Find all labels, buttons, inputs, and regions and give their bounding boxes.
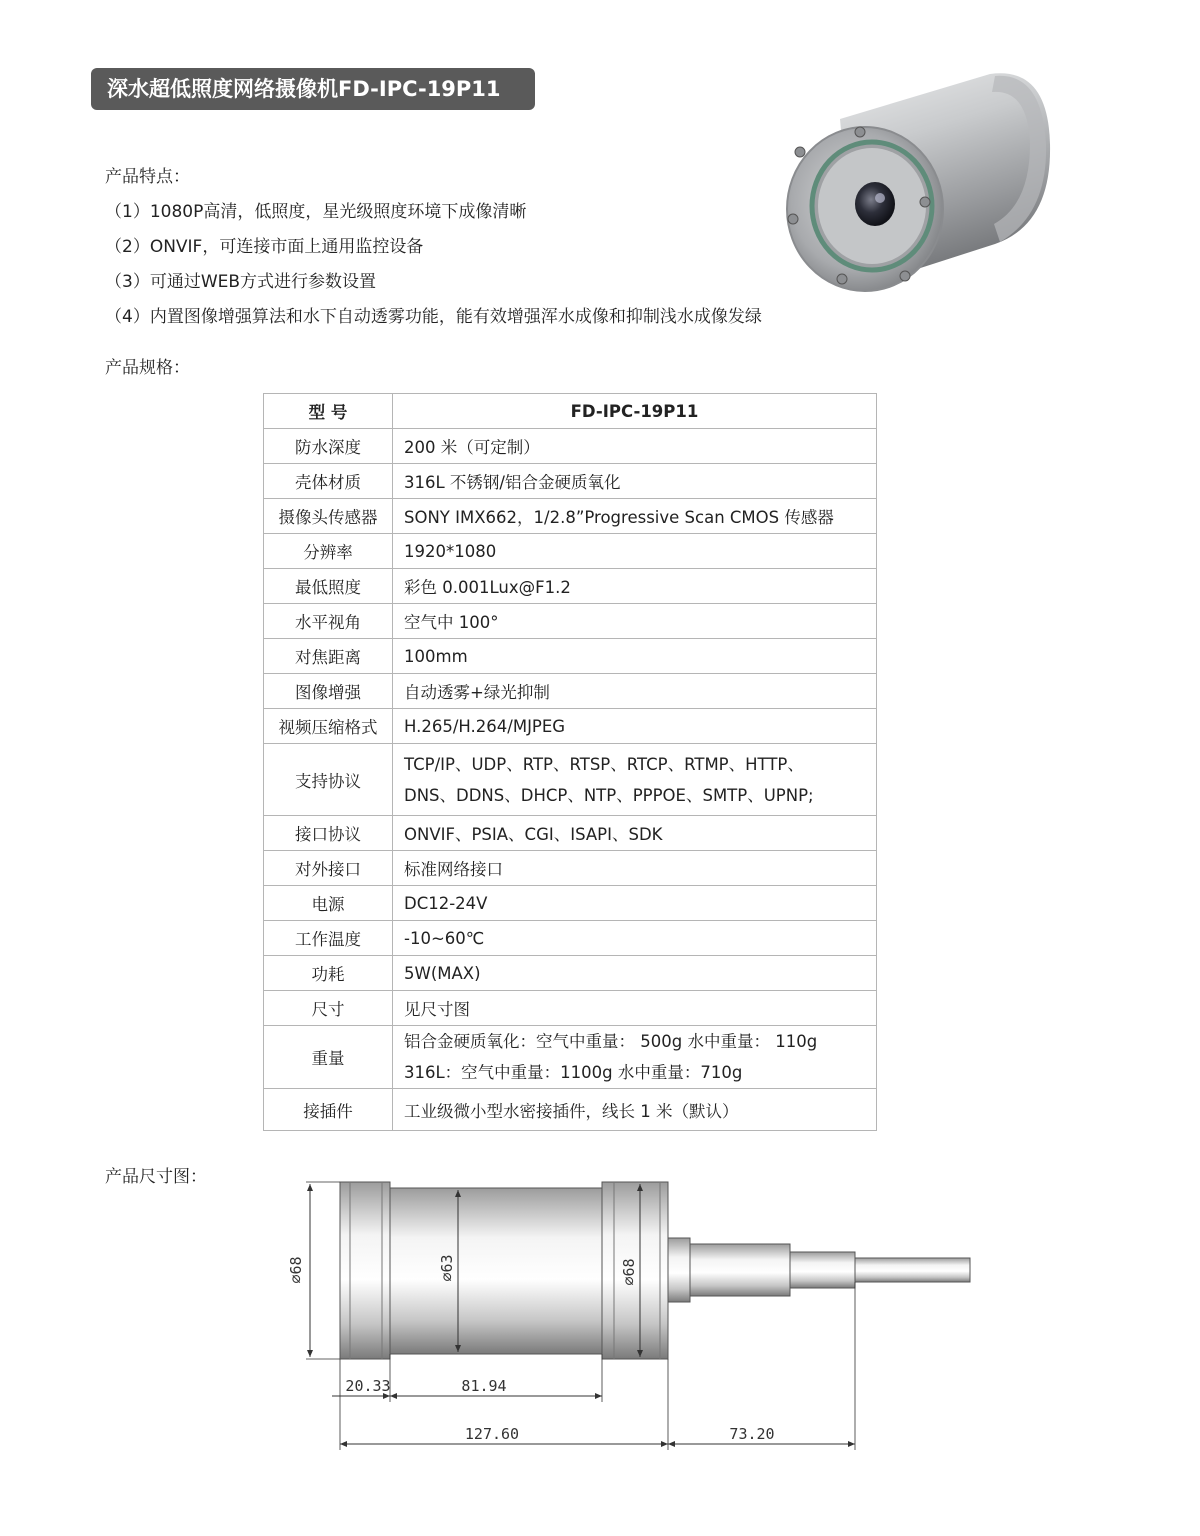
- table-row: [264, 744, 877, 816]
- spec-value: 标准网络接口: [393, 851, 877, 886]
- feature-item: （2）ONVIF，可连接市面上通用监控设备: [105, 237, 424, 257]
- features-heading: 产品特点：: [105, 167, 190, 187]
- table-row: [264, 604, 877, 639]
- connector-hex: [668, 1238, 690, 1302]
- spec-key: 图像增强: [264, 674, 393, 709]
- spec-key: 工作温度: [264, 921, 393, 956]
- spec-key: 壳体材质: [264, 464, 393, 499]
- spec-key: 接插件: [264, 1089, 393, 1131]
- spec-key: 水平视角: [264, 604, 393, 639]
- table-row: [264, 956, 877, 991]
- spec-table: [263, 393, 877, 1131]
- camera-product-photo: [780, 64, 1055, 302]
- table-row: [264, 499, 877, 534]
- table-row: [264, 534, 877, 569]
- spec-value: FD-IPC-19P11: [393, 394, 877, 429]
- body-length-label: 81.94: [461, 1377, 507, 1395]
- table-row: [264, 1089, 877, 1131]
- spec-key: 最低照度: [264, 569, 393, 604]
- table-row: [264, 569, 877, 604]
- spec-value: DC12-24V: [393, 886, 877, 921]
- feature-item: （1）1080P高清，低照度，星光级照度环境下成像清晰: [105, 202, 527, 222]
- table-row: [264, 1026, 877, 1089]
- spec-value: 工业级微小型水密接插件，线长 1 米（默认）: [393, 1089, 877, 1131]
- spec-value: 200 米（可定制）: [393, 429, 877, 464]
- spec-key: 摄像头传感器: [264, 499, 393, 534]
- spec-key: 重量: [264, 1026, 393, 1089]
- spec-value: SONY IMX662，1/2.8”Progressive Scan CMOS 传感器: [393, 499, 877, 534]
- spec-key: 接口协议: [264, 816, 393, 851]
- table-row: [264, 921, 877, 956]
- spec-key: 型 号: [264, 394, 393, 429]
- spec-value: -10~60℃: [393, 921, 877, 956]
- feature-item: （3）可通过WEB方式进行参数设置: [105, 272, 377, 292]
- spec-value: ONVIF、PSIA、CGI、ISAPI、SDK: [393, 816, 877, 851]
- cable-length-label: 73.20: [729, 1425, 775, 1443]
- spec-value: 316L 不锈钢/铝合金硬质氧化: [393, 464, 877, 499]
- cable: [855, 1258, 970, 1282]
- connector-sleeve: [690, 1244, 790, 1296]
- spec-key: 支持协议: [264, 744, 393, 816]
- dimensions-heading: 产品尺寸图：: [105, 1167, 207, 1187]
- specs-heading: 产品规格：: [105, 358, 190, 378]
- table-row: [264, 464, 877, 499]
- spec-value: 5W(MAX): [393, 956, 877, 991]
- spec-key: 对焦距离: [264, 639, 393, 674]
- spec-key: 防水深度: [264, 429, 393, 464]
- table-row: [264, 429, 877, 464]
- spec-key: 尺寸: [264, 991, 393, 1026]
- spec-value: 空气中 100°: [393, 604, 877, 639]
- spec-key: 功耗: [264, 956, 393, 991]
- table-row: [264, 674, 877, 709]
- spec-value-line: DNS、DDNS、DHCP、NTP、PPPOE、SMTP、UPNP;: [404, 785, 814, 805]
- spec-key: 电源: [264, 886, 393, 921]
- table-row: [264, 709, 877, 744]
- body-diameter-label: ⌀63: [438, 1254, 456, 1282]
- cap-diameter-label: ⌀68: [620, 1258, 638, 1286]
- spec-value: 见尺寸图: [393, 991, 877, 1026]
- total-length-label: 127.60: [464, 1425, 520, 1443]
- spec-key: 视频压缩格式: [264, 709, 393, 744]
- cap-length-label: 20.33: [345, 1377, 391, 1395]
- spec-key: 分辨率: [264, 534, 393, 569]
- spec-value-line: TCP/IP、UDP、RTP、RTSP、RTCP、RTMP、HTTP、: [404, 754, 804, 774]
- spec-value-line: 铝合金硬质氧化：空气中重量： 500g 水中重量： 110g: [404, 1032, 818, 1051]
- spec-value: 100mm: [393, 639, 877, 674]
- dimension-drawing: [270, 1170, 990, 1460]
- page-title: 深水超低照度网络摄像机FD-IPC-19P11: [91, 68, 535, 110]
- spec-value: [393, 1026, 877, 1089]
- spec-value: 彩色 0.001Lux@F1.2: [393, 569, 877, 604]
- table-row: [264, 816, 877, 851]
- table-row: [264, 851, 877, 886]
- outer-diameter-label: ⌀68: [287, 1256, 305, 1284]
- spec-value-line: 316L：空气中重量：1100g 水中重量：710g: [404, 1063, 743, 1082]
- spec-value: H.265/H.264/MJPEG: [393, 709, 877, 744]
- table-row: [264, 639, 877, 674]
- table-row: [264, 886, 877, 921]
- body-tube: [390, 1188, 602, 1354]
- spec-key: 对外接口: [264, 851, 393, 886]
- spec-value: 1920*1080: [393, 534, 877, 569]
- spec-value: 自动透雾+绿光抑制: [393, 674, 877, 709]
- feature-item: （4）内置图像增强算法和水下自动透雾功能，能有效增强浑水成像和抑制浅水成像发绿: [105, 307, 762, 327]
- spec-value: [393, 744, 877, 816]
- connector-body: [790, 1252, 855, 1288]
- table-row: [264, 394, 877, 429]
- table-row: [264, 991, 877, 1026]
